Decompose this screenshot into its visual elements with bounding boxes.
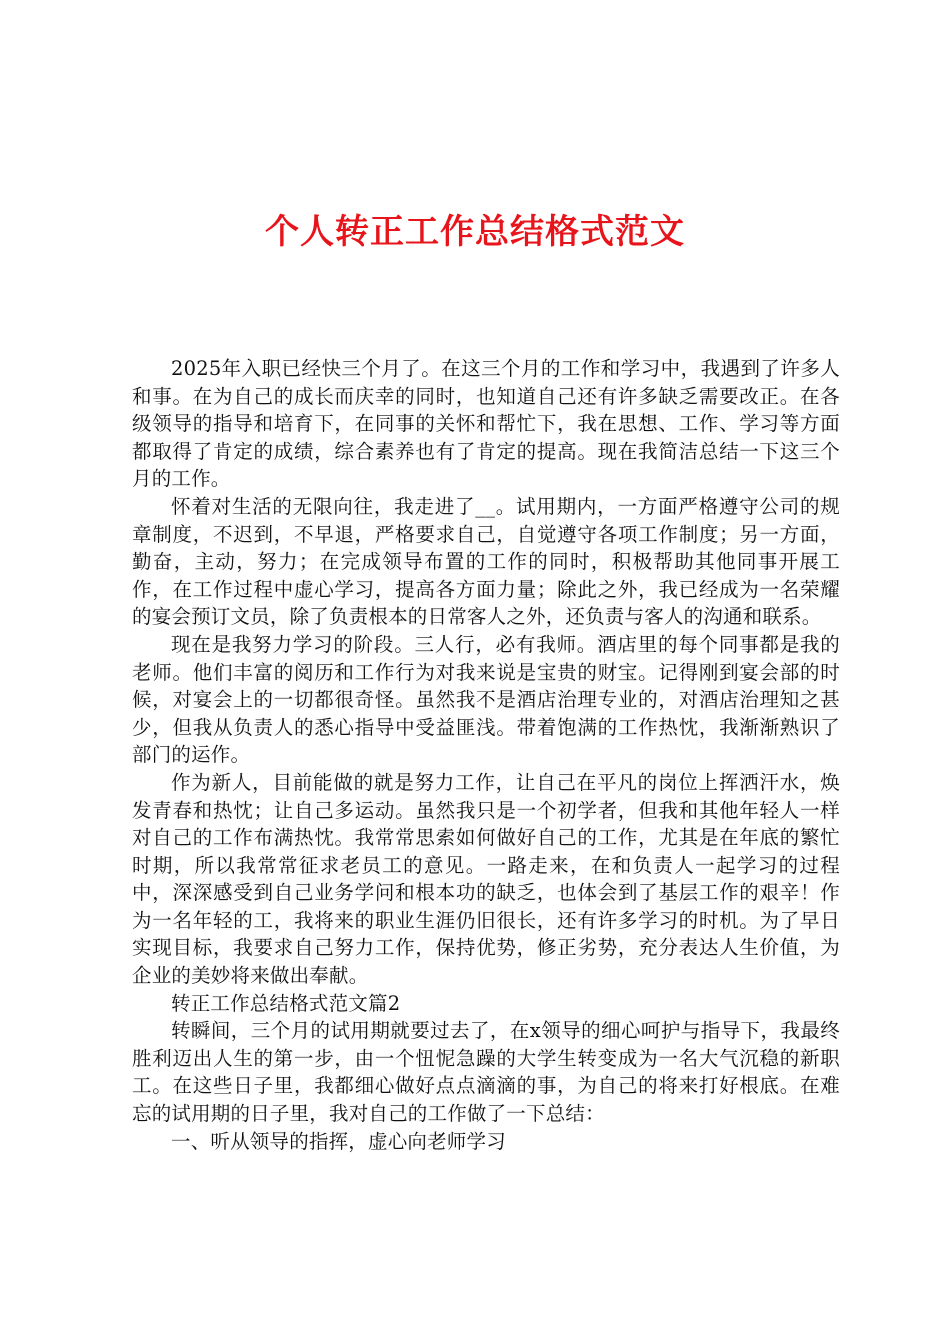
paragraph: 现在是我努力学习的阶段。三人行，必有我师。酒店里的每个同事都是我的老师。他们丰富的阅历和工作行为对我来说是宝贵的财宝。记得刚到宴会部的时候，对宴会上的一切都很奇怪。虽然我不是酒店治理专业的，对酒店治理知之甚少，但我从负责人的悉心指导中受益匪浅。带着饱满的工作热忱，我渐渐熟识了部门的运作。 [132,632,840,767]
paragraph: 转瞬间，三个月的试用期就要过去了，在x领导的细心呵护与指导下，我最终胜利迈出人生的第一步，由一个忸怩急躁的大学生转变成为一名大气沉稳的新职工。在这些日子里，我都细心做好点点滴滴的事，为自己的将来打好根底。在难忘的试用期的日子里，我对自己的工作做了一下总结： [132,1019,840,1126]
document-body [132,355,840,1155]
document-title: 个人转正工作总结格式范文 [265,212,685,252]
paragraph: 作为新人，目前能做的就是努力工作，让自己在平凡的岗位上挥洒汗水，焕发青春和热忱；让自己多运动。虽然我只是一个初学者，但我和其他年轻人一样对自己的工作布满热忱。我常常思索如何做好自己的工作，尤其是在年底的繁忙时期，所以我常常征求老员工的意见。一路走来，在和负责人一起学习的过程中，深深感受到自己业务学问和根本功的缺乏，也体会到了基层工作的艰辛！作为一名年轻的工，我将来的职业生涯仍旧很长，还有许多学习的时机。为了早日实现目标，我要求自己努力工作，保持优势，修正劣势，充分表达人生价值，为企业的美妙将来做出奉献。 [132,770,840,988]
paragraph: 怀着对生活的无限向往，我走进了__。试用期内，一方面严格遵守公司的规章制度，不迟到，不早退，严格要求自己，自觉遵守各项工作制度；另一方面，勤奋，主动，努力；在完成领导布置的工作的同时，积极帮助其他同事开展工作，在工作过程中虚心学习，提高各方面力量；除此之外，我已经成为一名荣耀的宴会预订文员，除了负责根本的日常客人之外，还负责与客人的沟通和联系。 [132,494,840,629]
section-heading: 转正工作总结格式范文篇2 [171,991,401,1015]
section-heading: 一、听从领导的指挥，虚心向老师学习 [171,1129,506,1153]
paragraph: 2025年入职已经快三个月了。在这三个月的工作和学习中，我遇到了许多人和事。在为自己的成长而庆幸的同时，也知道自己还有许多缺乏需要改正。在各级领导的指导和培育下，在同事的关怀和帮忙下，我在思想、工作、学习等方面都取得了肯定的成绩，综合素养也有了肯定的提高。现在我简洁总结一下这三个月的工作。 [132,357,840,491]
